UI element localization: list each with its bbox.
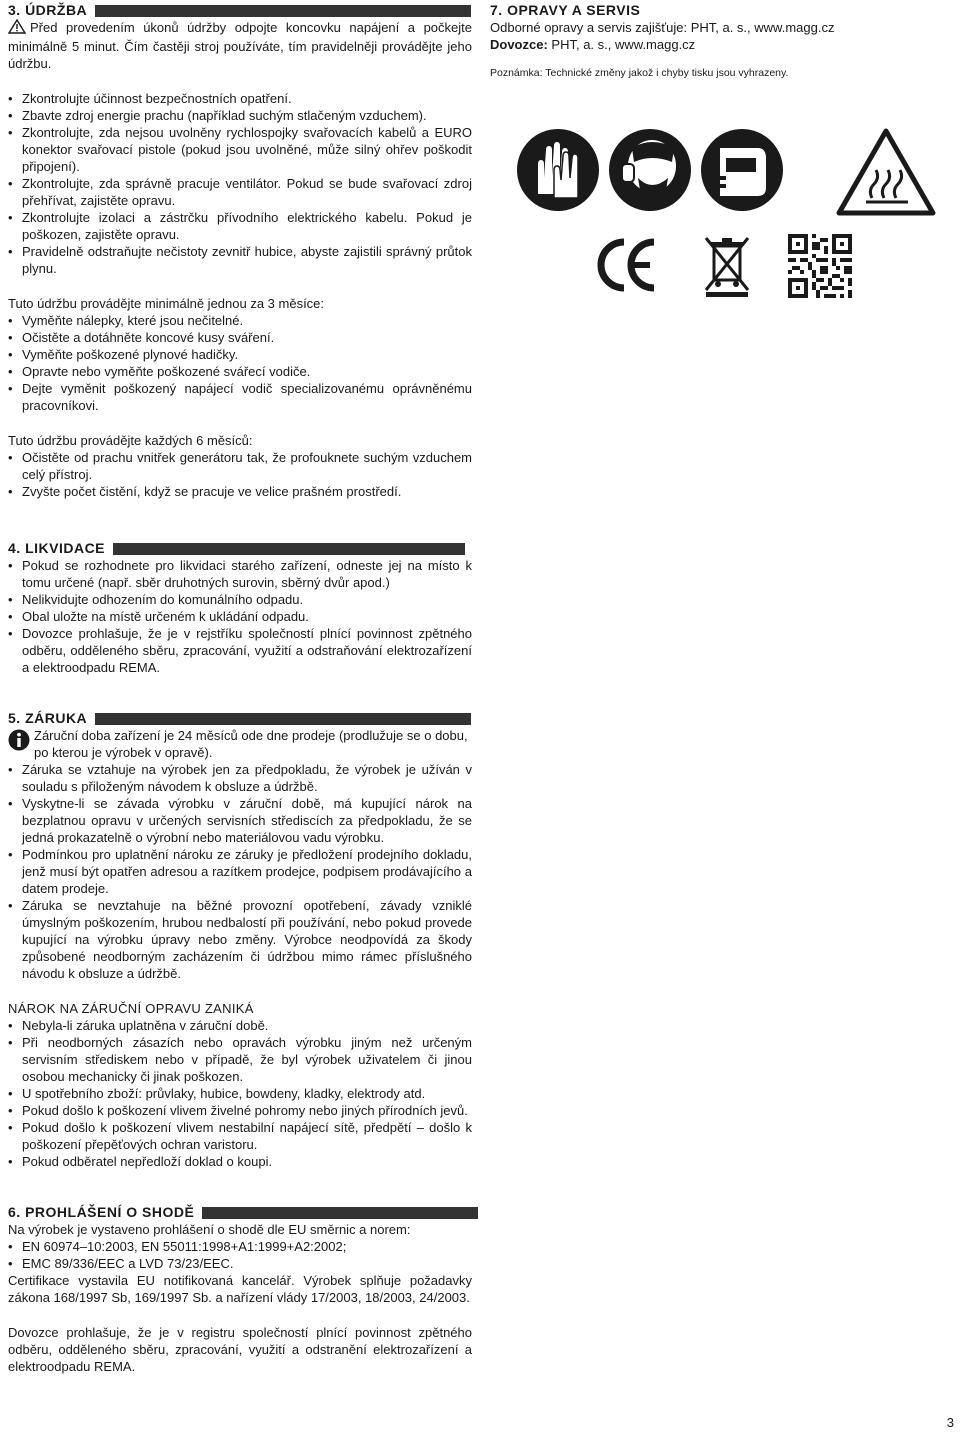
heading-rule [95,5,471,17]
norms-list [8,1238,472,1272]
disposal-list [8,557,472,676]
welding-helmet-icon [700,128,784,216]
importer-label: Dovozce: [490,37,548,52]
gloves-icon [516,128,600,216]
warranty-void-list [8,1017,472,1170]
left-column [8,2,472,1375]
list-item: • Zvyšte počet čistění, když se pracuje ve velice prašném prostředí. [8,483,472,500]
weee-crossed-bin-icon [702,234,752,302]
disclaimer-note: Poznámka: Technické změny jakož i chyby tisku jsou vyhrazeny. [490,67,789,79]
list-item: • Pokud došlo k poškození vlivem živelné pohromy nebo jiných přírodních jevů. [8,1102,472,1119]
section-5-title: 5. ZÁRUKA [8,710,88,726]
quarterly-intro: Tuto údržbu provádějte minimálně jednou za 3 měsíce: [8,296,325,311]
warranty-void-title: NÁROK NA ZÁRUČNÍ OPRAVU ZANIKÁ [8,1001,254,1016]
conformity-icons-row [596,234,856,304]
qr-code-icon [788,234,852,302]
section-4-heading [8,540,472,557]
service-line: Odborné opravy a servis zajišťuje: PHT, a. s., www.magg.cz [490,20,835,35]
list-item: • Zkontrolujte, zda nejsou uvolněny rychlospojky svařovacích kabelů a EURO konektor svařovací pistole (pokud jsou uvolněné, může silný ohřev poškodit připojení). [8,124,472,175]
heading-rule [95,713,471,725]
halfyear-intro: Tuto údržbu provádějte každých 6 měsíců: [8,433,253,448]
section-5-heading [8,710,472,727]
face-shield-hearing-protection-icon [608,128,692,216]
list-item: • Obal uložte na místě určeném k ukládání odpadu. [8,608,472,625]
list-item: • Zkontrolujte účinnost bezpečnostních opatření. [8,90,472,107]
section-7-title: 7. OPRAVY A SERVIS [490,2,641,18]
list-item: • Pokud došlo k poškození vlivem nestabilní napájecí sítě, předpětí – došlo k poškození přepěťových ochran varistoru. [8,1119,472,1153]
ce-mark-icon [596,234,656,300]
list-item: • Očistěte a dotáhněte koncové kusy sváření. [8,329,472,346]
importer-statement: Dovozce prohlašuje, že je v registru společností plnící povinnost zpětného odběru, odděleného sběru, zpracování, využití a odstranění elektrozařízení a elektroodpadu REMA. [8,1325,472,1374]
list-item: • Pravidelně odstraňujte nečistoty zevnitř hubice, abyste zajistili správný průtok plynu. [8,243,472,277]
quarterly-list [8,312,472,414]
list-item: • Dovozce prohlašuje, že je v rejstříku společností plnící povinnost zpětného odběru, odděleného sběru, zpracování, využití a odstraňování elektrozařízení a elektroodpadu REMA. [8,625,472,676]
list-item: • Záruka se nevztahuje na běžné provozní opotřebení, závady vzniklé úmyslným poškozením, hrubou nedbalostí při používání, nebo pokud provede kupující na výrobku úpravy nebo změny. Výrobce neodpovídá za škody způsobené neodborným zacházením či údržbou mimo rámec příslušného návodu k obsluze a údržbě. [8,897,472,982]
list-item: • Opravte nebo vyměňte poškozené svářecí vodiče. [8,363,472,380]
list-item: • Nebyla-li záruka uplatněna v záruční době. [8,1017,472,1034]
info-icon [8,729,30,755]
warranty-info-text: Záruční doba zařízení je 24 měsíců ode dne prodeje (prodlužuje se o dobu, po kterou je výrobek v opravě). [34,728,468,760]
list-item: • Vyskytne-li se závada výrobku v záruční době, má kupující nárok na bezplatnou opravu v určených servisních střediscích za předpokladu, že se jedná prokazatelně o výrobní nebo materiálovou vadu výrobku. [8,795,472,846]
list-item: • Při neodborných zásazích nebo opravách výrobku jiným než určeným servisním střediskem nebo v případě, že byl výrobek uživatelem či jinou osobou mechanicky či jinak poškozen. [8,1034,472,1085]
section-3-heading [8,2,472,19]
page-number: 3 [946,1415,954,1430]
list-item: • U spotřebního zboží: průvlaky, hubice, bowdeny, kladky, elektrody atd. [8,1085,472,1102]
importer-value: PHT, a. s., www.magg.cz [551,37,696,52]
right-column [490,2,950,82]
section-3-title: 3. ÚDRŽBA [8,2,88,18]
maintenance-warning [8,19,472,72]
importer-line [490,36,950,53]
list-item: • Zbavte zdroj energie prachu (například suchým stlačeným vzduchem). [8,107,472,124]
list-item: • EN 60974–10:2003, EN 55011:1998+A1:1999+A2:2002; [8,1238,472,1255]
list-item: • EMC 89/336/EEC a LVD 73/23/EEC. [8,1255,472,1272]
list-item: • Nelikvidujte odhozením do komunálního odpadu. [8,591,472,608]
list-item: • Záruka se vztahuje na výrobek jen za předpokladu, že výrobek je užíván v souladu s přiloženým návodem k obsluze a údržbě. [8,761,472,795]
warning-text: Před provedením úkonů údržby odpojte koncovku napájení a počkejte minimálně 5 minut. Čím častěji stroj používáte, tím pravidelněji provádějte jeho údržbu. [8,20,472,71]
declaration-intro: Na výrobek je vystaveno prohlášení o shodě dle EU směrnic a norem: [8,1222,411,1237]
list-item: • Dejte vyměnit poškozený napájecí vodič specializovanému oprávněnému pracovníkovi. [8,380,472,414]
halfyear-list [8,449,472,500]
list-item: • Pokud odběratel nepředloží doklad o koupi. [8,1153,472,1170]
warning-triangle-icon [8,19,26,38]
warranty-list [8,761,472,982]
list-item: • Pokud se rozhodnete pro likvidaci starého zařízení, odneste jej na místo k tomu určené (např. sběr druhotných surovin, sběrný dvůr apod.) [8,557,472,591]
section-6-heading [8,1204,472,1221]
list-item: • Zkontrolujte, zda správně pracuje ventilátor. Pokud se bude svařovací zdroj přehřívat, zajistěte opravu. [8,175,472,209]
safety-icons-row [516,128,946,218]
maintenance-checks-list [8,90,472,277]
certification-text: Certifikace vystavila EU notifikovaná kancelář. Výrobek splňuje požadavky zákona 168/1997 Sb, 169/1997 Sb. a nařízení vlády 17/2003, 18/2003, 24/2003. [8,1273,472,1305]
list-item: • Vyměňte poškozené plynové hadičky. [8,346,472,363]
section-6-title: 6. PROHLÁŠENÍ O SHODĚ [8,1204,195,1220]
list-item: • Podmínkou pro uplatnění nároku ze záruky je předložení prodejního dokladu, jenž musí být opatřen adresou a razítkem prodejce, podpisem prodávajícího a datem prodeje. [8,846,472,897]
warranty-info [8,727,472,761]
heading-rule [113,543,465,555]
list-item: • Očistěte od prachu vnitřek generátoru tak, že profouknete suchým vzduchem celý přístroj. [8,449,472,483]
heading-rule [202,1207,478,1219]
list-item: • Vyměňte nálepky, které jsou nečitelné. [8,312,472,329]
list-item: • Zkontrolujte izolaci a zástrčku přívodního elektrického kabelu. Pokud je poškozen, zajistěte opravu. [8,209,472,243]
section-4-title: 4. LIKVIDACE [8,540,106,556]
hot-surface-warning-icon [836,128,936,220]
